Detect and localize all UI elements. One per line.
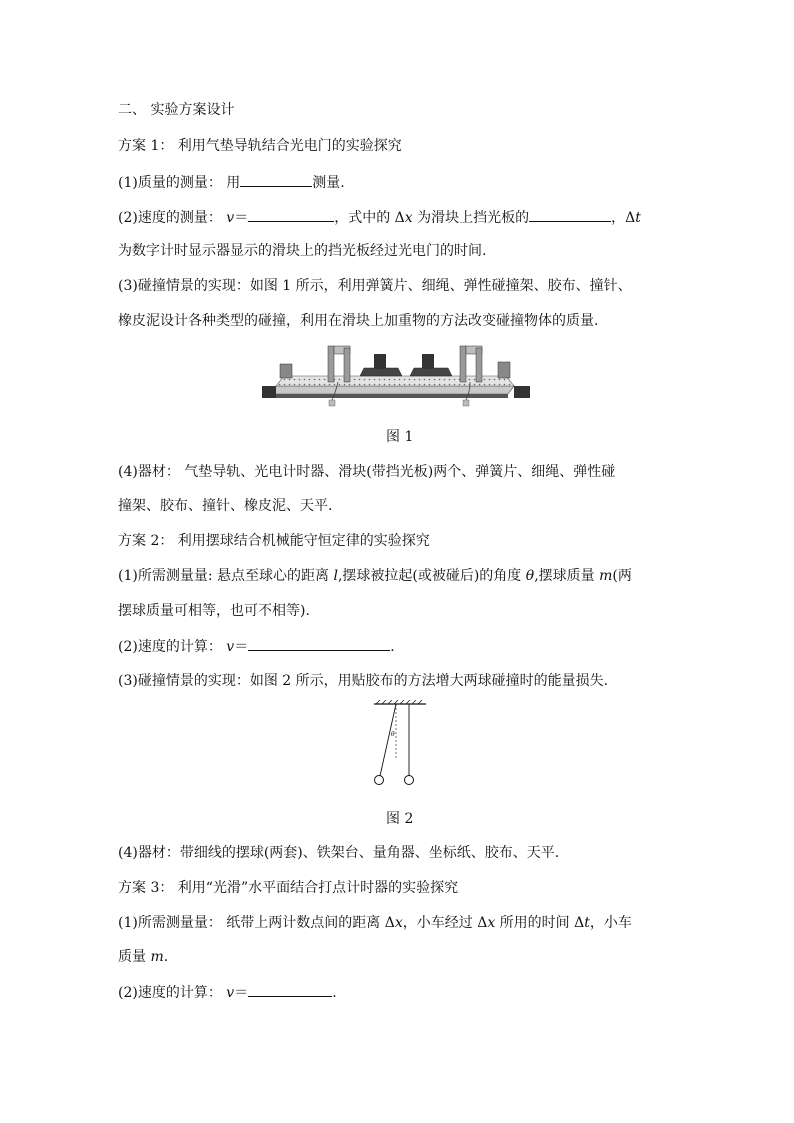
track-base xyxy=(270,386,514,394)
plan1-item2: (2)速度的测量： v＝ ，式中的 Δx 为滑块上挡光板的 ，Δt xyxy=(118,207,641,228)
pendulum-figure xyxy=(370,700,430,796)
plan3-heading: 方案 3： 利用“光滑”水平面结合打点计时器的实验探究 xyxy=(118,880,459,896)
pendulum-string-left xyxy=(380,704,396,776)
answer-blank[interactable] xyxy=(529,207,611,222)
answer-blank[interactable] xyxy=(240,172,312,187)
shading-plate-left xyxy=(374,354,386,369)
plan1-heading: 方案 1： 利用气垫导轨结合光电门的实验探究 xyxy=(118,138,402,154)
plan3-item2: (2)速度的计算： v＝ . xyxy=(118,982,337,1003)
plan1-item2-line2: 为数字计时显示器显示的滑块上的挡光板经过光电门的时间. xyxy=(118,243,487,259)
plan1-item3-line2: 橡皮泥设计各种类型的碰撞，利用在滑块上加重物的方法改变碰撞物体的质量. xyxy=(118,313,599,329)
plan3-item1: (1)所需测量量： 纸带上两计数点间的距离 Δx，小车经过 Δx 所用的时间 Δt，小车 xyxy=(118,915,632,931)
plan3-item1-line2: 质量 m. xyxy=(118,949,169,965)
plan2-item3-line1: (3)碰撞情景的实现：如图 2 所示，用贴胶布的方法增大两球碰撞时的能量损失. xyxy=(118,673,609,689)
track-bottom xyxy=(270,394,508,398)
slider-right xyxy=(410,368,452,376)
slider-left xyxy=(360,368,402,376)
air-track-figure xyxy=(262,342,530,412)
plan1-item4-line2: 撞架、胶布、撞针、橡皮泥、天平. xyxy=(118,498,333,514)
shading-plate-right xyxy=(422,354,434,369)
track-foot-left xyxy=(262,386,276,398)
photogate-right xyxy=(460,346,466,382)
photogate-left xyxy=(328,346,334,382)
plan1-item1: (1)质量的测量： 用 测量. xyxy=(118,172,345,193)
pendulum-ball-left xyxy=(375,776,384,785)
pendulum-ball-right xyxy=(405,776,414,785)
plan1-item3-line1: (3)碰撞情景的实现：如图 1 所示，利用弹簧片、细绳、弹性碰撞架、胶布、撞针、 xyxy=(118,278,632,294)
figure2-caption: 图 2 xyxy=(386,811,414,827)
plan2-item2: (2)速度的计算： v＝ . xyxy=(118,636,395,657)
plan2-item4: (4)器材：带细线的摆球(两套)、铁架台、量角器、坐标纸、胶布、天平. xyxy=(118,845,560,861)
track-foot-right xyxy=(514,386,530,398)
answer-blank[interactable] xyxy=(248,636,390,651)
answer-blank[interactable] xyxy=(248,982,332,997)
angle-label: θ xyxy=(391,731,395,738)
figure1-caption: 图 1 xyxy=(386,429,414,445)
section-title: 二、 实验方案设计 xyxy=(118,102,235,118)
plan2-heading: 方案 2： 利用摆球结合机械能守恒定律的实验探究 xyxy=(118,533,430,549)
plan1-item4-line1: (4)器材： 气垫导轨、光电计时器、滑块(带挡光板)两个、弹簧片、细绳、弹性碰 xyxy=(118,464,616,480)
answer-blank[interactable] xyxy=(248,207,334,222)
plan2-item1: (1)所需测量量: 悬点至球心的距离 l,摆球被拉起(或被碰后)的角度 θ,摆球质量 m(两 xyxy=(118,568,632,584)
plan2-item1-line2: 摆球质量可相等，也可不相等). xyxy=(118,603,310,619)
